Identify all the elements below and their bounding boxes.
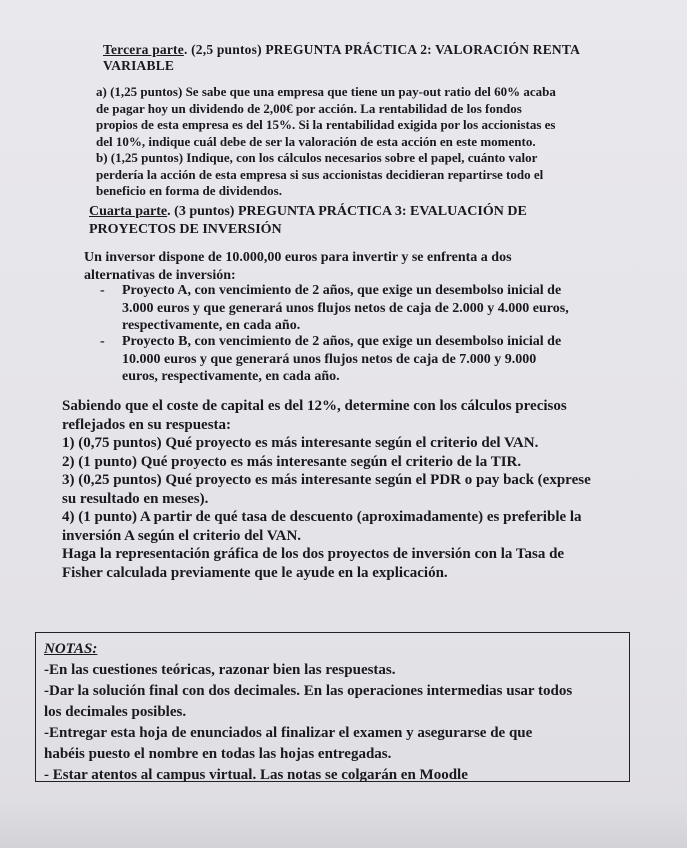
- question-line: Sabiendo que el coste de capital es del 12%, determine con los cálculos precisos: [62, 398, 567, 414]
- page-shadow: [0, 800, 687, 848]
- question-line: 3) (0,25 puntos) Qué proyecto es más interesante según el PDR o pay back (exprese: [62, 472, 591, 488]
- section-4-intro: [84, 249, 614, 284]
- section-4-questions: [62, 397, 622, 582]
- question-line: Fisher calculada previamente que le ayude en la explicación.: [62, 564, 448, 581]
- section-3-line: de pagar hoy un dividendo de 2,00€ por acción. La rentabilidad de los fondos: [96, 100, 522, 116]
- section-3-label: Tercera parte: [103, 42, 184, 57]
- section-3-line: propios de esta empresa es del 15%. Si la rentabilidad exigida por los accionistas es: [96, 117, 556, 132]
- section-4-heading-text: . (3 puntos) PREGUNTA PRÁCTICA 3: EVALUACIÓN DE: [167, 204, 527, 219]
- intro-line: alternativas de inversión:: [84, 267, 236, 283]
- notes-line: -Dar la solución final con dos decimales. En las operaciones intermedias usar todos: [44, 683, 573, 699]
- question-line: 4) (1 punto) A partir de qué tasa de descuento (aproximadamente) es preferible la: [62, 509, 582, 525]
- project-a-item: [100, 282, 620, 335]
- question-line: Haga la representación gráfica de los dos proyectos de inversión con la Tasa de: [62, 546, 565, 562]
- project-a-line: Proyecto A, con vencimiento de 2 años, que exige un desembolso inicial de: [122, 283, 562, 298]
- question-line: 2) (1 punto) Qué proyecto es más interesante según el criterio de la TIR.: [62, 453, 522, 470]
- question-line: inversión A según el criterio del VAN.: [62, 527, 302, 544]
- section-3-heading-text: . (2,5 puntos) PREGUNTA PRÁCTICA 2: VALORACIÓN RENTA: [183, 42, 581, 57]
- question-line: reflejados en su respuesta:: [62, 416, 232, 433]
- notes-line: - Estar atentos al campus virtual. Las notas se colgarán en Moodle: [44, 767, 468, 783]
- notes-line: -Entregar esta hoja de enunciados al finalizar el examen y asegurarse de que: [44, 725, 533, 741]
- bullet-dash: -: [100, 283, 105, 298]
- intro-line: Un inversor dispone de 10.000,00 euros para invertir y se enfrenta a dos: [84, 250, 512, 265]
- project-a-line: 3.000 euros y que generará unos flujos netos de caja de 2.000 y 4.000 euros,: [122, 300, 569, 316]
- section-3-question: [96, 84, 596, 200]
- project-b-line: euros, respectivamente, en cada año.: [122, 369, 340, 384]
- project-b-line: 10.000 euros y que generará unos flujos netos de caja de 7.000 y 9.000: [122, 351, 537, 367]
- question-line: 1) (0,75 puntos) Qué proyecto es más interesante según el criterio del VAN.: [62, 435, 539, 451]
- section-3-heading-line2: VARIABLE: [103, 58, 175, 73]
- question-line: su resultado en meses).: [62, 490, 209, 507]
- notes-title: NOTAS:: [44, 641, 98, 657]
- section-3-line: del 10%, indique cuál debe de ser la valoración de esta acción en este momento.: [96, 133, 536, 149]
- notes-box: [35, 632, 630, 782]
- section-4-heading: [89, 203, 609, 238]
- section-3-line: perdería la acción de esta empresa si sus accionistas decidieran repartirse todo el: [96, 166, 544, 182]
- project-b-line: Proyecto B, con vencimiento de 2 años, que exige un desembolso inicial de: [122, 334, 562, 349]
- section-3-line: beneficio en forma de dividendos.: [96, 183, 282, 198]
- section-3-line: b) (1,25 puntos) Indique, con los cálculos necesarios sobre el papel, cuánto valor: [96, 150, 538, 165]
- notes-line: habéis puesto el nombre en todas las hojas entregadas.: [44, 746, 392, 762]
- section-3-heading: [103, 42, 603, 74]
- bullet-dash: -: [100, 334, 105, 349]
- notes-line: -En las cuestiones teóricas, razonar bien las respuestas.: [44, 662, 396, 678]
- project-a-line: respectivamente, en cada año.: [122, 318, 301, 333]
- project-b-item: [100, 333, 620, 386]
- section-4-label: Cuarta parte: [89, 204, 168, 219]
- section-4-heading-line2: PROYECTOS DE INVERSIÓN: [89, 221, 282, 237]
- notes-line: los decimales posibles.: [44, 704, 187, 720]
- section-3-line: a) (1,25 puntos) Se sabe que una empresa que tiene un pay-out ratio del 60% acaba: [96, 84, 556, 99]
